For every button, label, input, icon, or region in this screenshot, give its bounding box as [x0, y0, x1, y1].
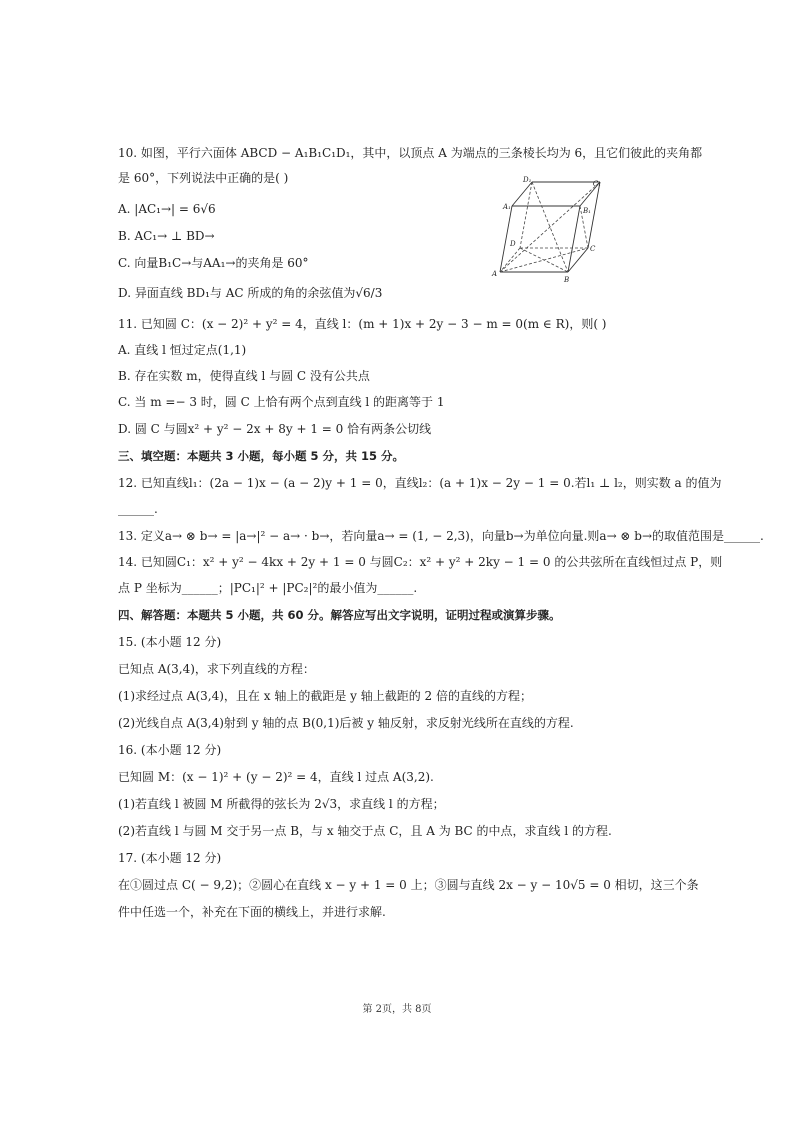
figure-dashed-edges — [500, 182, 600, 272]
label-b: B — [564, 276, 570, 284]
label-b1: B₁ — [583, 207, 591, 215]
parallelepiped-figure — [490, 172, 602, 284]
q15-part1: (1)求经过点 A(3,4)，且在 x 轴上的截距是 y 轴上截距的 2 倍的直线的方程； — [118, 689, 532, 703]
q11-option-d: D. 圆 C 与圆x² + y² − 2x + 8y + 1 = 0 恰有两条公切线 — [118, 422, 432, 436]
q10-option-b: B. AC₁→ ⊥ BD→ — [118, 229, 215, 243]
q13-stem: 13. 定义a→ ⊗ b→ = |a→|² − a→ · b→，若向量a→ = (1, − 2,3)，向量b→为单位向量.则a→ ⊗ b→的取值范围是______. — [118, 529, 764, 543]
q11-option-a: A. 直线 l 恒过定点(1,1) — [118, 343, 247, 357]
q10-stem-line2: 是 60°，下列说法中正确的是( ) — [118, 171, 289, 185]
q16-header: 16. (本小题 12 分) — [118, 743, 222, 757]
q16-part2: (2)若直线 l 与圆 M 交于另一点 B，与 x 轴交于点 C，且 A 为 BC 的中点，求直线 l 的方程. — [118, 824, 612, 838]
q10-stem-line1: 10. 如图，平行六面体 ABCD − A₁B₁C₁D₁，其中，以顶点 A 为端点的三条棱长均为 6，且它们彼此的夹角都 — [118, 146, 703, 160]
q10-option-d: D. 异面直线 BD₁与 AC 所成的角的余弦值为√6/3 — [118, 286, 383, 300]
q14-stem-line2: 点 P 坐标为______；|PC₁|² + |PC₂|²的最小值为______. — [118, 581, 418, 595]
q10-option-c: C. 向量B₁C→与AA₁→的夹角是 60° — [118, 256, 309, 270]
q15-stem: 已知点 A(3,4)，求下列直线的方程： — [118, 662, 315, 676]
q17-stem-line1: 在①圆过点 C( − 9,2)；②圆心在直线 x − y + 1 = 0 上；③圆与直线 2x − y − 10√5 = 0 相切，这三个条 — [118, 878, 699, 892]
label-c1: C₁ — [592, 180, 601, 188]
label-a1: A₁ — [503, 203, 511, 211]
q16-part1: (1)若直线 l 被圆 M 所截得的弦长为 2√3，求直线 l 的方程； — [118, 797, 445, 811]
q11-option-b: B. 存在实数 m，使得直线 l 与圆 C 没有公共点 — [118, 369, 370, 383]
label-a: A — [492, 270, 498, 278]
label-d1: D₁ — [523, 176, 532, 184]
label-d: D — [510, 240, 516, 248]
q12-stem-line2: ______. — [118, 502, 158, 516]
q17-header: 17. (本小题 12 分) — [118, 851, 222, 865]
q17-stem-line2: 件中任选一个，补充在下面的横线上，并进行求解. — [118, 905, 386, 919]
section-3-heading: 三、填空题：本题共 3 小题，每小题 5 分，共 15 分。 — [118, 449, 405, 463]
q10-option-a: A. |AC₁→| = 6√6 — [118, 202, 216, 216]
section-4-heading: 四、解答题：本题共 5 小题，共 60 分。解答应写出文字说明，证明过程或演算步骤。 — [118, 608, 561, 622]
page-footer: 第 2页，共 8页 — [362, 1004, 432, 1015]
q15-part2: (2)光线自点 A(3,4)射到 y 轴的点 B(0,1)后被 y 轴反射，求反射光线所在直线的方程. — [118, 716, 574, 730]
label-c: C — [590, 245, 596, 253]
q12-stem-line1: 12. 已知直线l₁：(2a − 1)x − (a − 2)y + 1 = 0，直线l₂：(a + 1)x − 2y − 1 = 0.若l₁ ⊥ l₂，则实数 a 的值为 — [118, 476, 722, 490]
q14-stem-line1: 14. 已知圆C₁：x² + y² − 4kx + 2y + 1 = 0 与圆C₂：x² + y² + 2ky − 1 = 0 的公共弦所在直线恒过点 P，则 — [118, 555, 723, 569]
q11-option-c: C. 当 m =− 3 时，圆 C 上恰有两个点到直线 l 的距离等于 1 — [118, 395, 445, 409]
q16-stem: 已知圆 M：(x − 1)² + (y − 2)² = 4，直线 l 过点 A(3,2). — [118, 770, 434, 784]
q11-stem: 11. 已知圆 C：(x − 2)² + y² = 4，直线 l：(m + 1)x + 2y − 3 − m = 0(m ∈ R)，则( ) — [118, 317, 607, 331]
q15-header: 15. (本小题 12 分) — [118, 635, 222, 649]
